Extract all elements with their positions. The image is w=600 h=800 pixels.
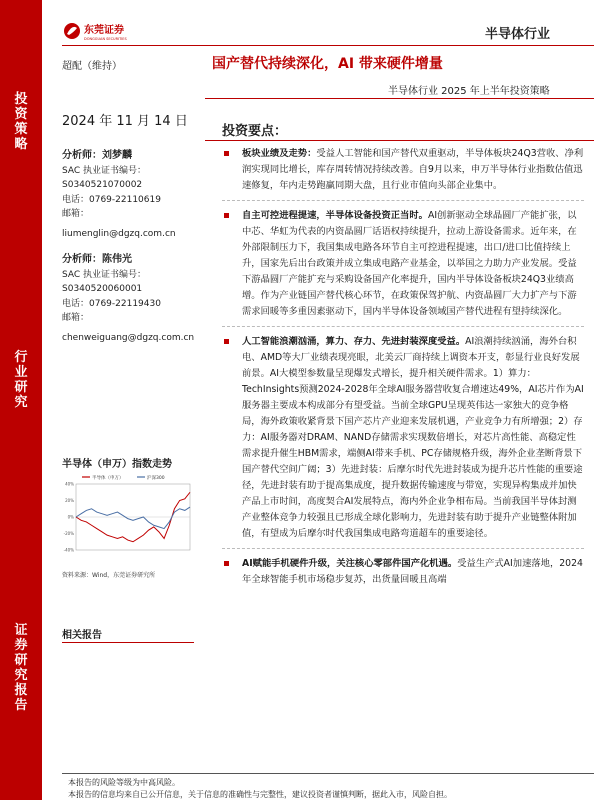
analyst-card (62, 253, 194, 345)
chart-legend-label: 沪深300 (147, 476, 165, 481)
key-point-heading: 自主可控进程提速，半导体设备投资正当时。 (242, 210, 428, 221)
chart-y-tick-label: 20% (65, 498, 74, 503)
footer-disclaimer: 本报告的信息均来自已公开信息，关于信息的准确性与完整性，建议投资者谨慎判断，据此入市，风险自担。 (68, 790, 452, 799)
divider (62, 642, 194, 643)
divider (62, 773, 594, 774)
sector-label: 半导体行业 (484, 27, 550, 42)
related-reports-title: 相关报告 (62, 630, 102, 641)
divider (205, 140, 594, 141)
chart-y-tick-label: 0% (67, 514, 74, 520)
bullet-square-icon (224, 213, 229, 218)
sidebar-char: 投 (14, 92, 28, 107)
analyst-card (62, 149, 176, 241)
key-point-item (222, 146, 584, 194)
analyst-email-label: 邮箱： (62, 209, 90, 219)
bullet-square-icon (224, 339, 229, 344)
key-points-list (222, 146, 584, 588)
company-logo (62, 20, 172, 42)
key-point-item (222, 334, 584, 542)
analyst-email-label: 邮箱： (62, 313, 90, 323)
key-point-heading: 人工智能浪潮汹涌，算力、存力、先进封装深度受益。 (242, 336, 466, 347)
key-point-body: 受益人工智能和国产替代双重驱动，半导体板块24Q3营收、净利润实现同比增长，库存周转情况持续改善。自9月以来，申万半导体行业指数估值迅速修复，年内走势跑赢同期大盘，且行业市值向头部企业集中。 (242, 148, 584, 191)
logo-text-en: DONGGUAN SECURITIES (84, 37, 127, 41)
key-point-heading: 板块业绩及走势： (242, 148, 317, 159)
analyst-phone: 电话：0769-22110619 (62, 194, 161, 205)
sidebar-char: 证 (14, 623, 28, 638)
sidebar-label-securities-report (7, 623, 35, 713)
analyst-email[interactable]: chenweiguang@dgzq.com.cn (62, 332, 195, 343)
key-point-body: 受益生产式AI加速落地，2024年全球智能手机市场稳步复苏，出货量回暖且高端 (242, 558, 583, 585)
analyst-sac-label: SAC 执业证书编号： (62, 269, 147, 280)
report-subtitle: 半导体行业 2025 年上半年投资策略 (388, 86, 550, 97)
footer-risk-note: 本报告的风险等级为中高风险。 (68, 778, 180, 787)
analyst-name: 分析师：刘梦麟 (62, 150, 132, 161)
report-date: 2024 年 11 月 14 日 (62, 114, 188, 129)
key-point-heading: AI赋能手机硬件升级，关注核心零部件国产化机遇。 (242, 558, 458, 569)
chart-source: 资料来源：Wind，东莞证券研究所 (62, 572, 156, 579)
sidebar-char: 业 (14, 365, 28, 380)
sidebar-label-investment-strategy (7, 92, 35, 152)
chart-y-tick-label: 40% (65, 481, 74, 487)
chart-legend-label: 半导体（申万） (92, 476, 124, 481)
analyst-sac-number: S0340521070002 (62, 180, 143, 190)
key-point-item (222, 208, 584, 320)
analyst-sac-label: SAC 执业证书编号： (62, 165, 147, 176)
divider (222, 548, 584, 550)
bullet-square-icon (224, 151, 229, 156)
bullet-square-icon (224, 561, 229, 566)
sidebar-label-industry-research (7, 350, 35, 410)
sidebar-char: 究 (14, 395, 28, 410)
divider (222, 200, 584, 202)
report-title: 国产替代持续深化，AI 带来硬件增量 (212, 56, 443, 72)
analyst-phone: 电话：0769-22119430 (62, 298, 161, 309)
sidebar-char: 策 (14, 122, 28, 137)
divider (205, 98, 594, 99)
sidebar-char: 研 (14, 653, 28, 668)
divider (222, 326, 584, 328)
key-point-item (222, 556, 584, 588)
analyst-email[interactable]: liumenglin@dgzq.com.cn (62, 228, 176, 239)
sidebar-char: 研 (14, 380, 28, 395)
chart-title: 半导体（申万）指数走势 (62, 459, 172, 470)
sidebar-char: 资 (14, 107, 28, 122)
index-trend-chart (62, 470, 194, 570)
chart-series-line-2 (76, 507, 190, 528)
key-points-title: 投资要点： (222, 124, 288, 139)
analyst-name: 分析师：陈伟光 (62, 254, 132, 265)
sidebar-char: 究 (14, 668, 28, 683)
sidebar-char: 告 (14, 698, 28, 713)
key-point-body: AI浪潮持续汹涌，海外台积电、AMD等大厂业绩表现亮眼，北美云厂商持续上调资本开支，彰显行业良好发展前景。AI大模型参数量呈现爆发式增长，提升相关硬件需求。1）算力：TechInsights预测2024-2028年全球AI服务器营收复合增速达49%，AI芯片作为AI服务器主要成本构成部分有望受益。当前全球GPU呈现英伟达一家独大的竞争格局，海外政策收紧背景下国产芯片产业迎来发展机遇，产业竞争力有所增强；2）存力：AI服务器对DRAM、NAND存储需求实现数倍增长，对芯片高性能、高稳定性需求提升催生HBM需求，端侧AI带来手机、PC存储规格升级，海外企业垄断背景下国产替代空间广阔；3）先进封装：后摩尔时代先进封装成为提升芯片性能的重要途径，先进封装有助于提高集成度，提升数据传输速度与带宽，实现异构集成并加快产品上市时间，高度契合AI发展特点，海内外企业争相布局。当前我国半导体封测产业整体竞争力较强且已形成全球化影响力，先进封装有助于提升产业链整体附加值，有望成为后摩尔时代我国集成电路弯道超车的重要途径。 (242, 336, 584, 539)
divider (62, 45, 594, 46)
logo-text-cn: 东莞证券 (84, 25, 124, 36)
sidebar-char: 券 (14, 638, 28, 653)
sidebar-char: 略 (14, 137, 28, 152)
chart-y-tick-label: -40% (63, 547, 74, 553)
analyst-sac-number: S0340520060001 (62, 284, 143, 294)
key-point-body: AI创新驱动全球晶圆厂产能扩张，以中芯、华虹为代表的内资晶圆厂话语权持续提升，拉动上游设备需求。近年来，在外部限制压力下，我国集成电路各环节自主可控进程提速，出口/进口比值持续上升，国家先后出台政策并成立集成电路产业基金，以举国之力助力产业发展。受益下游晶圆厂产能扩充与采购设备国产化率提升，国内半导体设备板块24Q3业绩高增。作为产业链国产替代核心环节，在政策保驾护航、内资晶圆厂大力扩产与下游需求回暖等多重因素驱动下，国内半导体设备领域国产替代进程有望持续深化。 (242, 210, 577, 317)
chart-y-tick-label: -20% (63, 531, 74, 536)
sidebar-char: 报 (14, 683, 28, 698)
sidebar-char: 行 (14, 350, 28, 365)
rating: 超配（维持） (62, 61, 122, 72)
